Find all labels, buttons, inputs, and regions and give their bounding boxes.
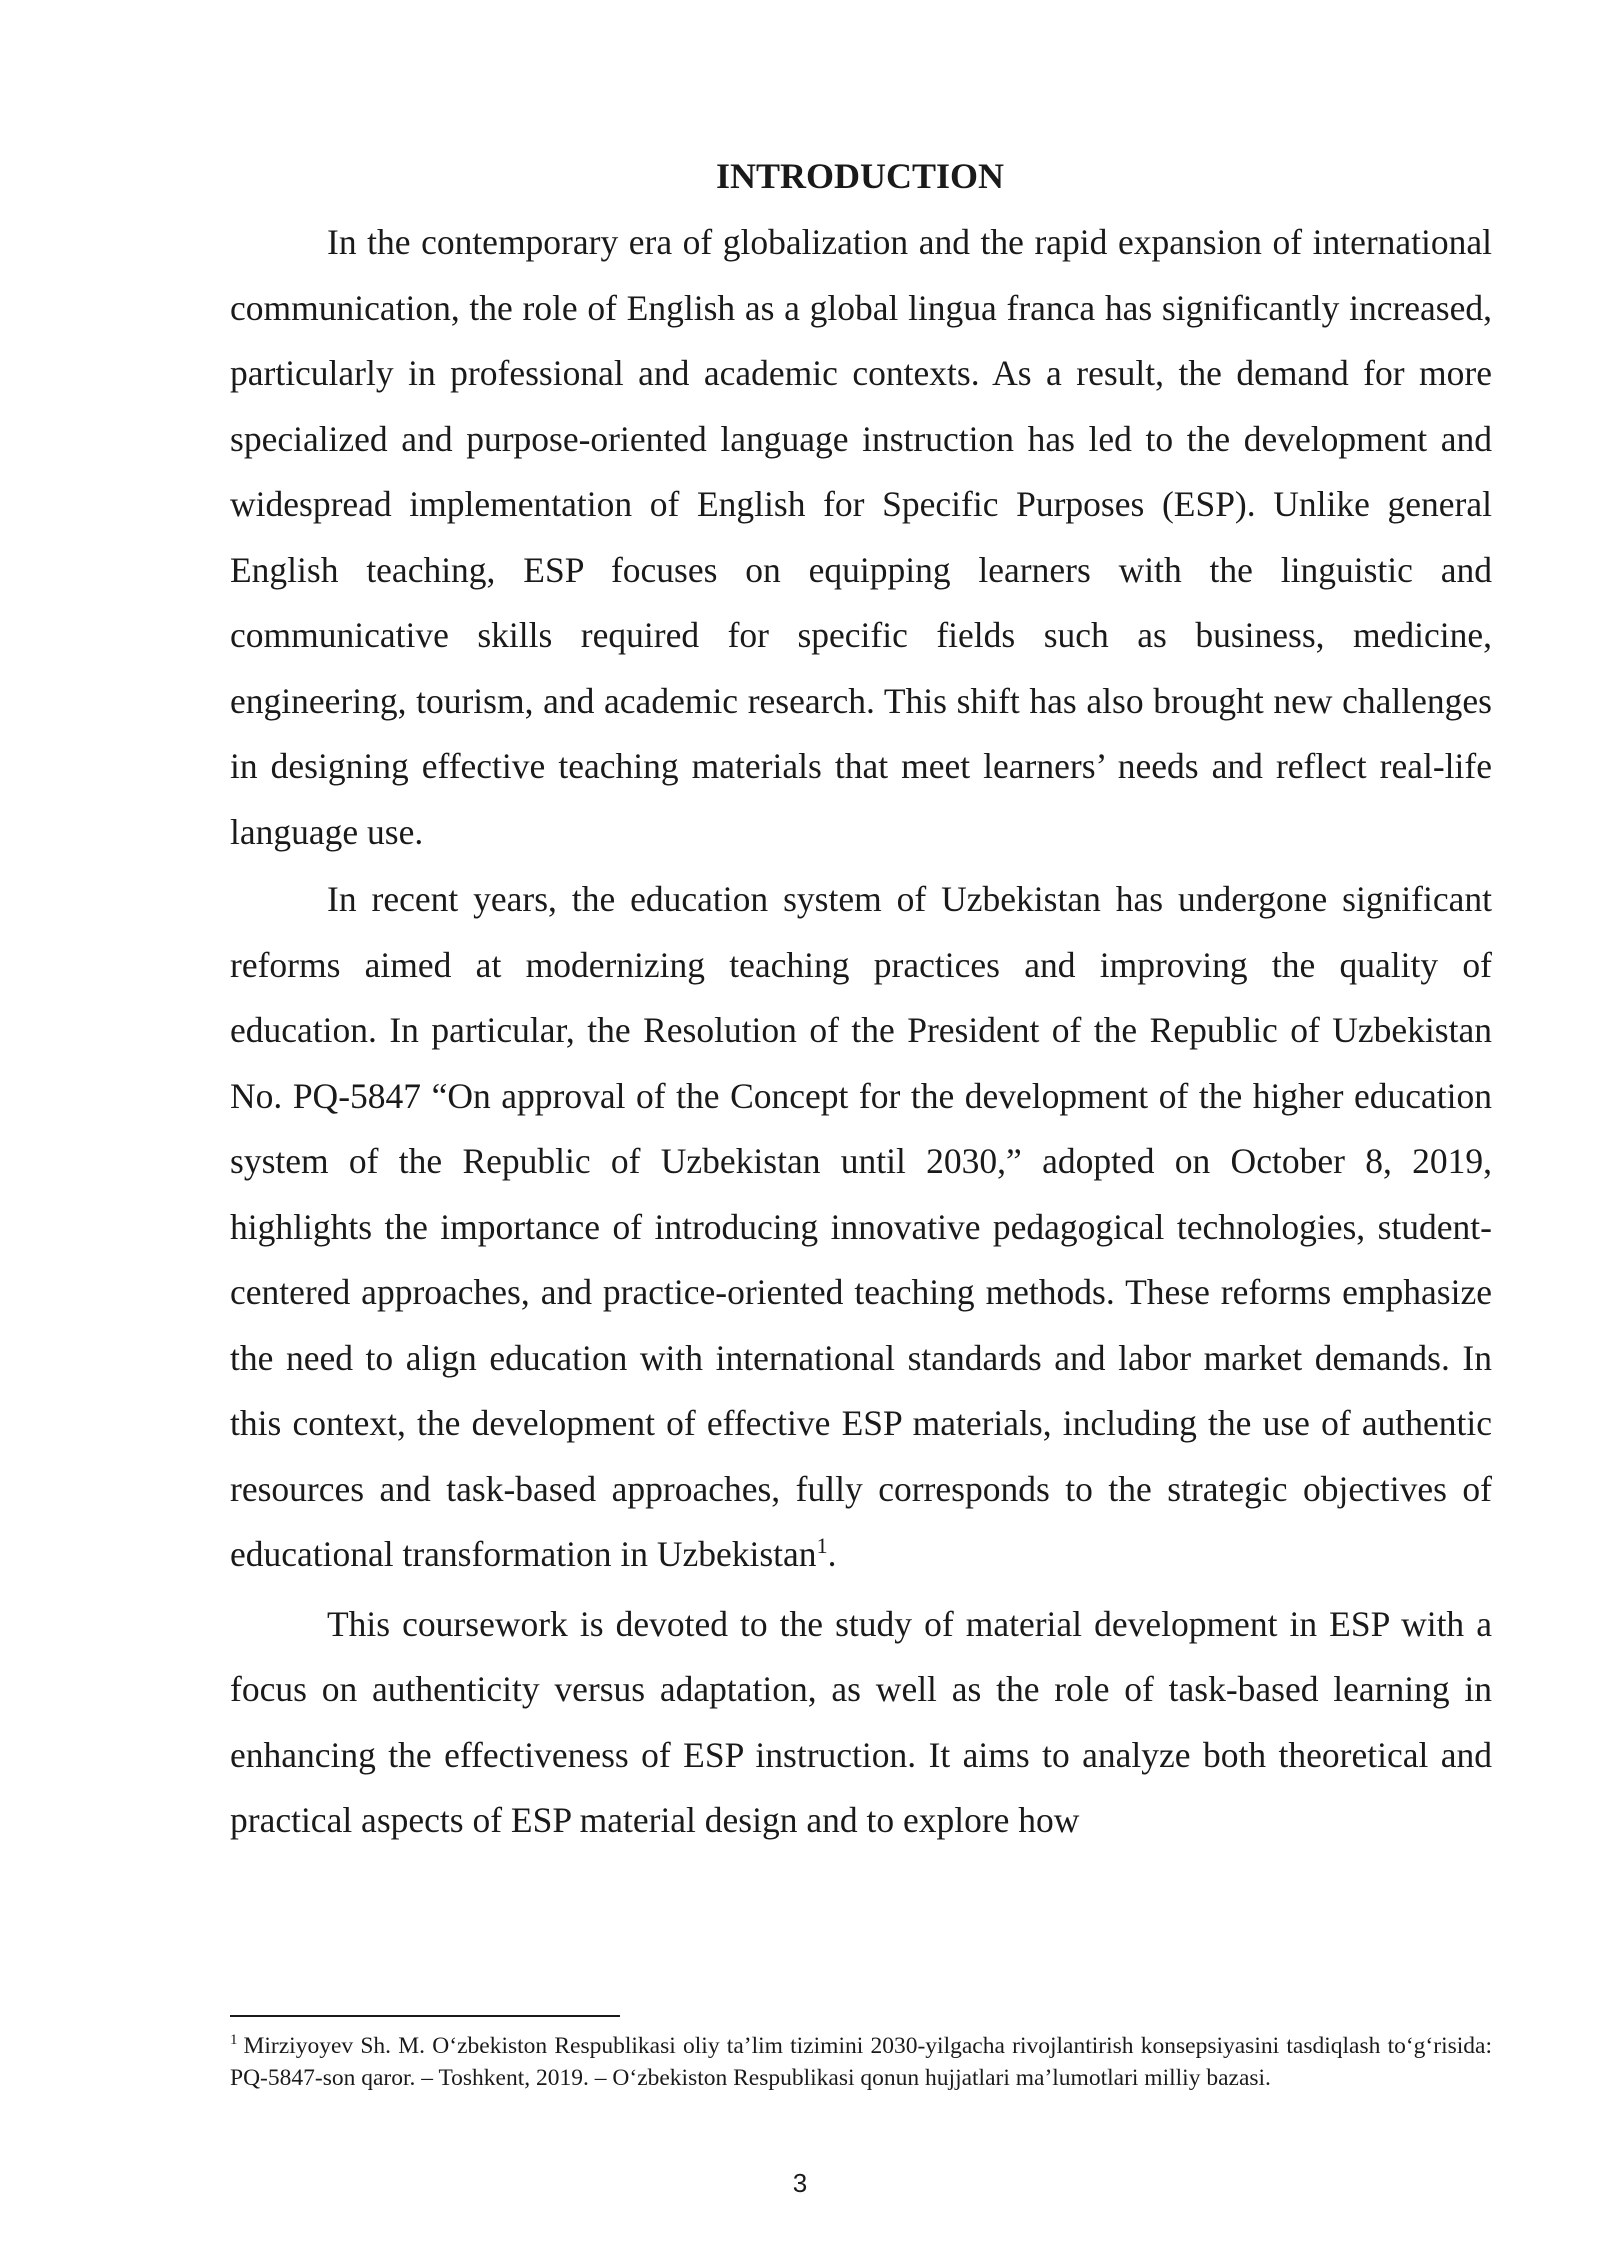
footnote (230, 2030, 1492, 2094)
body-text (230, 210, 1492, 1854)
paragraph-3: This coursework is devoted to the study of material development in ESP with a focus on authenticity versus adaptation, as well as the role of task-based learning in enhancing the effectiveness of ESP instruction. It aims to analyze both theoretical and practical aspects of ESP material design and to explore how (230, 1603, 1492, 1840)
footnote-text: Mirziyoyev Sh. M. O‘zbekiston Respublikasi oliy ta’lim tizimini 2030-yilgacha rivojlantirish konsepsiyasini tasdiqlash to‘g‘risida: PQ-5847-son qaror. – Toshkent, 2019. – O‘zbekiston Respublikasi qonun hujjatlari ma’lumotlari milliy bazasi. (230, 2033, 1492, 2091)
footnote-reference[interactable]: 1 (816, 1533, 828, 1559)
page-title: INTRODUCTION (715, 156, 1005, 196)
paragraph-2-end: . (827, 1534, 837, 1574)
footnote-marker: 1 (230, 2032, 238, 2049)
paragraph-1: In the contemporary era of globalization and the rapid expansion of international communication, the role of English as a global lingua franca has significantly increased, particularly in professional and academic contexts. As a result, the demand for more specialized and purpose-oriented language instruction has led to the development and widespread implementation of English for Specific Purposes (ESP). Unlike general English teaching, ESP focuses on equipping learners with the linguistic and communicative skills required for specific fields such as business, medicine, engineering, tourism, and academic research. This shift has also brought new challenges in designing effective teaching materials that meet learners’ needs and reflect real-life language use. (230, 222, 1492, 852)
paragraph-2-text: In recent years, the education system of Uzbekistan has undergone significant reforms aimed at modernizing teaching practices and improving the quality of education. In particular, the Resolution of the President of the Republic of Uzbekistan No. PQ-5847 “On approval of the Concept for the development of the higher education system of the Republic of Uzbekistan until 2030,” adopted on October 8, 2019, highlights the importance of introducing innovative pedagogical technologies, student-centered approaches, and practice-oriented teaching methods. These reforms emphasize the need to align education with international standards and labor market demands. In this context, the development of effective ESP materials, including the use of authentic resources and task-based approaches, fully corresponds to the strategic objectives of educational transformation in Uzbekistan (230, 879, 1492, 1574)
paragraph-2 (230, 867, 1492, 1588)
page-number: 3 (792, 2168, 808, 2198)
footnote-separator (230, 2015, 620, 2017)
